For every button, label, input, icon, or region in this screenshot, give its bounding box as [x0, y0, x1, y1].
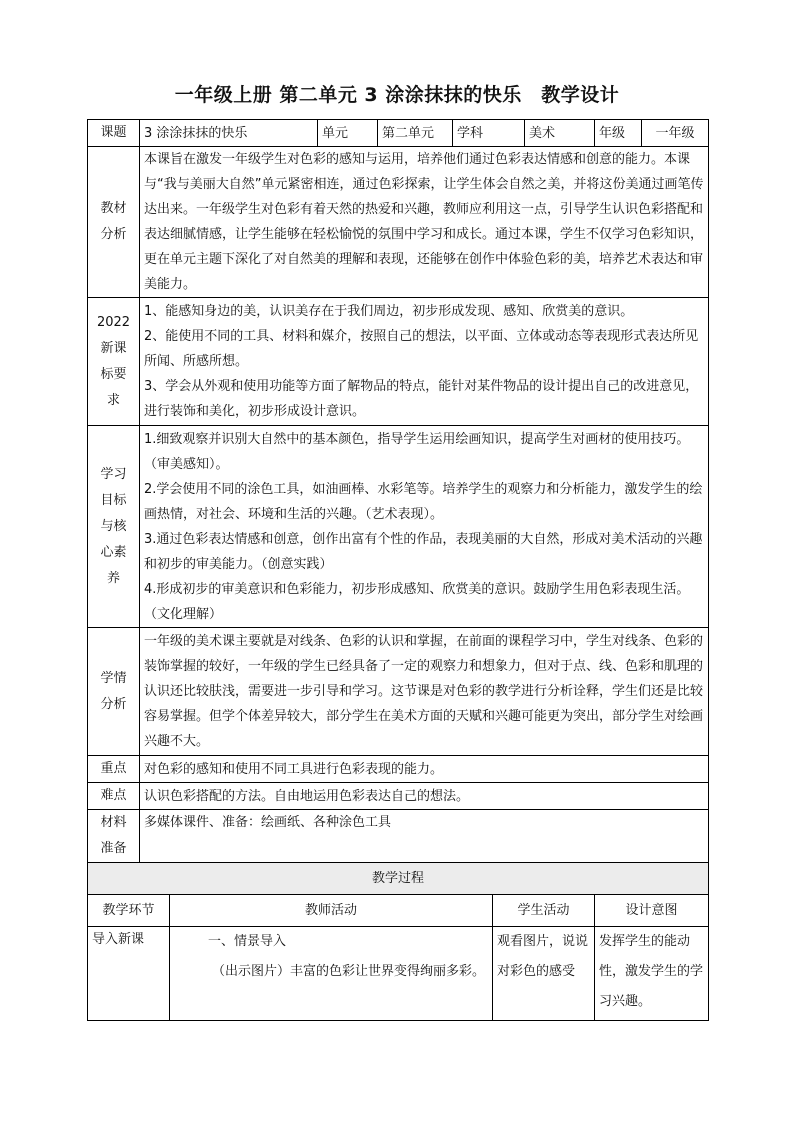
prep-label: 材料 准备: [88, 810, 140, 863]
header-row: [88, 120, 709, 147]
standard-row: [88, 298, 709, 426]
standard-text: [140, 298, 709, 426]
student-row: [88, 628, 709, 756]
process-student: 观看图片，说说对彩色的感受: [493, 927, 595, 1021]
subject-label: 学科: [453, 120, 525, 147]
student-label: 学情 分析: [88, 628, 140, 756]
process-intent: 发挥学生的能动性，激发学生的学习兴趣。: [595, 927, 709, 1021]
goal-item: 3.通过色彩表达情感和创意，创作出富有个性的作品，表现美丽的大自然，形成对美术活动的兴趣和初步的审美能力。（创意实践）: [144, 531, 703, 572]
goal-item: 2.学会使用不同的涂色工具，如油画棒、水彩笔等。培养学生的观察力和分析能力，激发学生的绘画热情，对社会、环境和生活的兴趣。（艺术表现）。: [144, 481, 703, 522]
process-title-row: [88, 863, 709, 895]
goals-label: 学习 目标 与核 心素 养: [88, 426, 140, 628]
goal-item: 4.形成初步的审美意识和色彩能力，初步形成感知、欣赏美的意识。鼓励学生用色彩表现生活。（文化理解）: [144, 581, 690, 622]
course-value: 3 涂涂抹抹的快乐: [140, 120, 318, 147]
material-text: 本课旨在激发一年级学生对色彩的感知与运用，培养他们通过色彩表达情感和创意的能力。本课与“我与美丽大自然”单元紧密相连，通过色彩探索，让学生体会自然之美，并将这份美通过画笔传达出来。一年级学生对色彩有着天然的热爱和兴趣，教师应利用这一点，引导学生认识色彩搭配和表达细腻情感，让学生能够在轻松愉悦的氛围中学习和成长。通过本课，学生不仅学习色彩知识，更在单元主题下深化了对自然美的理解和表现，还能够在创作中体验色彩的美，培养艺术表达和审美能力。: [140, 147, 709, 298]
course-label: 课题: [88, 120, 140, 147]
standard-label: 2022 新课 标要 求: [88, 298, 140, 426]
material-label: 教材 分析: [88, 147, 140, 298]
key-text: 对色彩的感知和使用不同工具进行色彩表现的能力。: [140, 756, 709, 783]
process-header-teacher: 教师活动: [170, 895, 493, 927]
process-row: [88, 927, 709, 1021]
student-text: 一年级的美术课主要就是对线条、色彩的认识和掌握，在前面的课程学习中，学生对线条、色彩的装饰掌握的较好，一年级的学生已经具备了一定的观察力和想象力，但对于点、线、色彩和肌理的认识还比较肤浅，需要进一步引导和学习。这节课是对色彩的教学进行分析诠释，学生们还是比较容易掌握。但学个体差异较大，部分学生在美术方面的天赋和兴趣可能更为突出，部分学生对绘画兴趣不大。: [140, 628, 709, 756]
unit-value: 第二单元: [378, 120, 453, 147]
standard-item: 1、能感知身边的美，认识美存在于我们周边，初步形成发现、感知、欣赏美的意识。: [144, 304, 634, 319]
process-header-row: [88, 895, 709, 927]
difficulty-text: 认识色彩搭配的方法。自由地运用色彩表达自己的想法。: [140, 783, 709, 810]
goals-row: [88, 426, 709, 628]
prep-row: [88, 810, 709, 863]
process-header-student: 学生活动: [493, 895, 595, 927]
standard-item: 2、能使用不同的工具、材料和媒介，按照自己的想法，以平面、立体或动态等表现形式表达所见所闻、所感所想。: [144, 329, 699, 369]
teacher-line: 一、情景导入: [208, 934, 287, 949]
difficulty-label: 难点: [88, 783, 140, 810]
page-title: 一年级上册 第二单元 3 涂涂抹抹的快乐 教学设计: [174, 84, 620, 106]
lesson-plan-table: [87, 119, 709, 1021]
key-row: [88, 756, 709, 783]
process-header-stage: 教学环节: [88, 895, 170, 927]
process-teacher: [170, 927, 493, 1021]
material-row: [88, 147, 709, 298]
subject-value: 美术: [525, 120, 595, 147]
process-stage: 导入新课: [88, 927, 170, 1021]
prep-text: 多媒体课件、准备：绘画纸、各种涂色工具: [140, 810, 709, 863]
goal-item: 1.细致观察并识别大自然中的基本颜色，指导学生运用绘画知识，提高学生对画材的使用技巧。（审美感知）。: [144, 431, 690, 472]
difficulty-row: [88, 783, 709, 810]
grade-label: 年级: [595, 120, 642, 147]
grade-value: 一年级: [642, 120, 709, 147]
goals-text: [140, 426, 709, 628]
unit-label: 单元: [318, 120, 378, 147]
key-label: 重点: [88, 756, 140, 783]
teacher-line: （出示图片）丰富的色彩让世界变得绚丽多彩。: [212, 964, 486, 979]
process-title: 教学过程: [88, 863, 709, 895]
process-header-intent: 设计意图: [595, 895, 709, 927]
standard-item: 3、学会从外观和使用功能等方面了解物品的特点，能针对某件物品的设计提出自己的改进意见，进行装饰和美化，初步形成设计意识。: [144, 379, 699, 419]
